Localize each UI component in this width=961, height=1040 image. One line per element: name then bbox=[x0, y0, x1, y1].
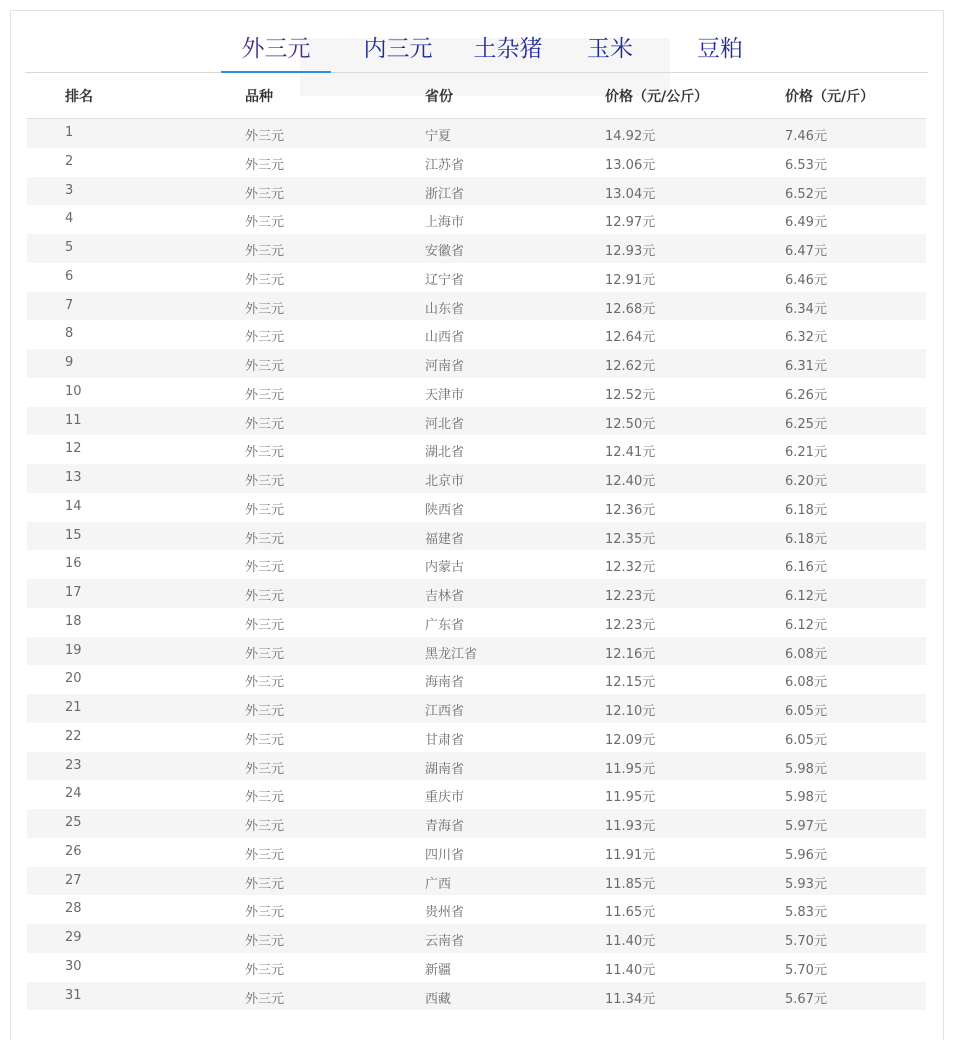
price-jin-cell: 5.97元 bbox=[785, 819, 827, 834]
breed-cell: 外三元 bbox=[245, 301, 285, 317]
table-row bbox=[27, 349, 926, 378]
table-row bbox=[27, 493, 926, 522]
price-kg-cell: 12.23元 bbox=[605, 589, 656, 604]
price-jin-cell: 6.21元 bbox=[785, 445, 827, 461]
breed-cell: 外三元 bbox=[245, 244, 285, 259]
price-jin-cell: 5.67元 bbox=[785, 991, 827, 1007]
tab-nei-san-yuan[interactable]: 内三元 bbox=[363, 36, 433, 62]
breed-cell: 外三元 bbox=[245, 215, 285, 231]
table-row bbox=[27, 177, 926, 206]
price-jin-cell: 6.46元 bbox=[785, 272, 827, 288]
header-price-jin: 价格（元/斤） bbox=[785, 89, 875, 105]
breed-cell: 外三元 bbox=[245, 617, 285, 633]
province-cell: 福建省 bbox=[425, 531, 465, 547]
price-kg-cell: 12.52元 bbox=[605, 387, 656, 403]
table-header bbox=[27, 76, 926, 119]
breed-cell: 外三元 bbox=[245, 991, 285, 1007]
price-kg-cell: 13.06元 bbox=[605, 157, 656, 173]
price-kg-cell: 11.34元 bbox=[605, 991, 656, 1007]
table-row bbox=[27, 435, 926, 464]
rank-cell: 16 bbox=[65, 556, 82, 572]
province-cell: 山西省 bbox=[425, 330, 465, 346]
province-cell: 江苏省 bbox=[425, 157, 465, 173]
breed-cell: 外三元 bbox=[245, 819, 285, 834]
province-cell: 宁夏 bbox=[425, 129, 452, 144]
province-cell: 天津市 bbox=[425, 387, 465, 403]
price-table bbox=[27, 76, 926, 1010]
province-cell: 湖南省 bbox=[425, 761, 465, 777]
price-kg-cell: 12.62元 bbox=[605, 359, 656, 374]
price-jin-cell: 5.98元 bbox=[785, 790, 827, 806]
breed-cell: 外三元 bbox=[245, 934, 285, 949]
rank-cell: 3 bbox=[65, 182, 74, 198]
rank-cell: 28 bbox=[65, 901, 82, 917]
rank-cell: 27 bbox=[65, 872, 82, 888]
table-row bbox=[27, 378, 926, 407]
breed-cell: 外三元 bbox=[245, 502, 285, 518]
price-kg-cell: 12.93元 bbox=[605, 244, 656, 259]
tab-dou-po[interactable]: 豆粕 bbox=[697, 36, 743, 62]
breed-cell: 外三元 bbox=[245, 186, 285, 202]
breed-cell: 外三元 bbox=[245, 675, 285, 691]
province-cell: 山东省 bbox=[425, 301, 465, 317]
rank-cell: 13 bbox=[65, 470, 82, 485]
price-kg-cell: 12.41元 bbox=[605, 445, 656, 461]
price-kg-cell: 12.23元 bbox=[605, 617, 656, 633]
price-kg-cell: 12.97元 bbox=[605, 215, 656, 231]
province-cell: 贵州省 bbox=[425, 905, 465, 921]
table-row bbox=[27, 407, 926, 436]
rank-cell: 11 bbox=[65, 412, 82, 428]
breed-cell: 外三元 bbox=[245, 359, 285, 374]
rank-cell: 9 bbox=[65, 355, 74, 370]
rank-cell: 17 bbox=[65, 585, 82, 600]
price-jin-cell: 6.18元 bbox=[785, 502, 827, 518]
table-row bbox=[27, 522, 926, 551]
province-cell: 湖北省 bbox=[425, 445, 465, 461]
header-price-kg: 价格（元/公斤） bbox=[605, 89, 709, 105]
province-cell: 黑龙江省 bbox=[425, 646, 478, 662]
header-breed: 品种 bbox=[245, 89, 273, 105]
product-tabs bbox=[25, 28, 928, 73]
breed-cell: 外三元 bbox=[245, 646, 285, 662]
price-jin-cell: 6.26元 bbox=[785, 387, 827, 403]
province-cell: 四川省 bbox=[425, 847, 465, 863]
header-province: 省份 bbox=[425, 89, 453, 105]
table-row bbox=[27, 234, 926, 263]
price-kg-cell: 12.50元 bbox=[605, 416, 656, 432]
table-row bbox=[27, 119, 926, 148]
price-kg-cell: 12.68元 bbox=[605, 301, 656, 317]
table-row bbox=[27, 953, 926, 982]
breed-cell: 外三元 bbox=[245, 474, 285, 489]
price-jin-cell: 6.12元 bbox=[785, 589, 827, 604]
rank-cell: 26 bbox=[65, 843, 82, 859]
breed-cell: 外三元 bbox=[245, 560, 285, 576]
province-cell: 北京市 bbox=[425, 474, 465, 489]
breed-cell: 外三元 bbox=[245, 531, 285, 547]
rank-cell: 18 bbox=[65, 613, 82, 629]
price-kg-cell: 12.35元 bbox=[605, 531, 656, 547]
breed-cell: 外三元 bbox=[245, 129, 285, 144]
table-row bbox=[27, 838, 926, 867]
price-jin-cell: 6.34元 bbox=[785, 301, 827, 317]
province-cell: 上海市 bbox=[425, 215, 465, 231]
table-row bbox=[27, 780, 926, 809]
price-kg-cell: 11.40元 bbox=[605, 962, 656, 978]
price-kg-cell: 12.64元 bbox=[605, 330, 656, 346]
price-kg-cell: 11.91元 bbox=[605, 847, 656, 863]
price-kg-cell: 11.65元 bbox=[605, 905, 656, 921]
table-row bbox=[27, 550, 926, 579]
table-row bbox=[27, 263, 926, 292]
price-jin-cell: 5.93元 bbox=[785, 876, 827, 892]
table-row bbox=[27, 694, 926, 723]
price-kg-cell: 12.09元 bbox=[605, 732, 656, 748]
province-cell: 辽宁省 bbox=[425, 272, 465, 288]
tab-wai-san-yuan[interactable]: 外三元 bbox=[221, 34, 331, 73]
province-cell: 浙江省 bbox=[425, 186, 465, 202]
price-jin-cell: 5.70元 bbox=[785, 962, 827, 978]
table-body bbox=[27, 119, 926, 1010]
price-jin-cell: 6.08元 bbox=[785, 646, 827, 662]
province-cell: 西藏 bbox=[425, 991, 452, 1007]
province-cell: 内蒙古 bbox=[425, 560, 465, 576]
header-rank: 排名 bbox=[65, 89, 93, 105]
price-jin-cell: 6.53元 bbox=[785, 157, 827, 173]
rank-cell: 25 bbox=[65, 815, 82, 830]
rank-cell: 24 bbox=[65, 786, 82, 802]
price-jin-cell: 6.49元 bbox=[785, 215, 827, 231]
price-jin-cell: 7.46元 bbox=[785, 129, 827, 144]
price-kg-cell: 12.10元 bbox=[605, 704, 656, 719]
province-cell: 青海省 bbox=[425, 819, 465, 834]
price-jin-cell: 6.05元 bbox=[785, 732, 827, 748]
province-cell: 云南省 bbox=[425, 934, 465, 949]
price-kg-cell: 12.16元 bbox=[605, 646, 656, 662]
price-jin-cell: 5.83元 bbox=[785, 905, 827, 921]
price-jin-cell: 6.18元 bbox=[785, 531, 827, 547]
price-jin-cell: 6.16元 bbox=[785, 560, 827, 576]
price-kg-cell: 14.92元 bbox=[605, 129, 656, 144]
table-row bbox=[27, 867, 926, 896]
breed-cell: 外三元 bbox=[245, 790, 285, 806]
tab-yu-mi[interactable]: 玉米 bbox=[587, 36, 633, 62]
price-jin-cell: 6.32元 bbox=[785, 330, 827, 346]
province-cell: 陕西省 bbox=[425, 502, 465, 518]
table-row bbox=[27, 464, 926, 493]
breed-cell: 外三元 bbox=[245, 962, 285, 978]
breed-cell: 外三元 bbox=[245, 704, 285, 719]
table-row bbox=[27, 809, 926, 838]
rank-cell: 7 bbox=[65, 297, 74, 313]
province-cell: 安徽省 bbox=[425, 244, 465, 259]
rank-cell: 4 bbox=[65, 211, 74, 227]
rank-cell: 2 bbox=[65, 153, 74, 169]
price-jin-cell: 5.98元 bbox=[785, 761, 827, 777]
province-cell: 河北省 bbox=[425, 416, 465, 432]
breed-cell: 外三元 bbox=[245, 589, 285, 604]
breed-cell: 外三元 bbox=[245, 905, 285, 921]
rank-cell: 10 bbox=[65, 383, 82, 399]
breed-cell: 外三元 bbox=[245, 876, 285, 892]
province-cell: 广西 bbox=[425, 876, 452, 892]
rank-cell: 30 bbox=[65, 958, 82, 974]
breed-cell: 外三元 bbox=[245, 761, 285, 777]
table-row bbox=[27, 924, 926, 953]
table-row bbox=[27, 895, 926, 924]
table-row bbox=[27, 320, 926, 349]
breed-cell: 外三元 bbox=[245, 847, 285, 863]
table-row bbox=[27, 982, 926, 1011]
price-jin-cell: 6.12元 bbox=[785, 617, 827, 633]
table-row bbox=[27, 579, 926, 608]
price-kg-cell: 12.32元 bbox=[605, 560, 656, 576]
price-kg-cell: 12.36元 bbox=[605, 502, 656, 518]
province-cell: 海南省 bbox=[425, 675, 465, 691]
price-jin-cell: 6.05元 bbox=[785, 704, 827, 719]
table-row bbox=[27, 752, 926, 781]
tab-tu-za-zhu[interactable]: 土杂猪 bbox=[473, 36, 543, 62]
breed-cell: 外三元 bbox=[245, 445, 285, 461]
province-cell: 重庆市 bbox=[425, 790, 465, 806]
breed-cell: 外三元 bbox=[245, 732, 285, 748]
price-kg-cell: 12.40元 bbox=[605, 474, 656, 489]
breed-cell: 外三元 bbox=[245, 330, 285, 346]
province-cell: 甘肃省 bbox=[425, 732, 465, 748]
breed-cell: 外三元 bbox=[245, 157, 285, 173]
table-row bbox=[27, 148, 926, 177]
rank-cell: 31 bbox=[65, 987, 82, 1003]
table-row bbox=[27, 608, 926, 637]
rank-cell: 1 bbox=[65, 125, 74, 140]
breed-cell: 外三元 bbox=[245, 387, 285, 403]
price-kg-cell: 11.85元 bbox=[605, 876, 656, 892]
rank-cell: 8 bbox=[65, 326, 74, 342]
price-jin-cell: 6.20元 bbox=[785, 474, 827, 489]
province-cell: 广东省 bbox=[425, 617, 465, 633]
breed-cell: 外三元 bbox=[245, 272, 285, 288]
table-row bbox=[27, 723, 926, 752]
price-jin-cell: 6.08元 bbox=[785, 675, 827, 691]
price-kg-cell: 12.15元 bbox=[605, 675, 656, 691]
province-cell: 新疆 bbox=[425, 962, 452, 978]
table-row bbox=[27, 665, 926, 694]
rank-cell: 5 bbox=[65, 240, 74, 255]
price-kg-cell: 11.95元 bbox=[605, 790, 656, 806]
rank-cell: 20 bbox=[65, 671, 82, 687]
rank-cell: 22 bbox=[65, 728, 82, 744]
province-cell: 吉林省 bbox=[425, 589, 465, 604]
table-row bbox=[27, 205, 926, 234]
rank-cell: 15 bbox=[65, 527, 82, 543]
price-jin-cell: 6.25元 bbox=[785, 416, 827, 432]
rank-cell: 6 bbox=[65, 268, 74, 284]
price-jin-cell: 6.31元 bbox=[785, 359, 827, 374]
price-kg-cell: 12.91元 bbox=[605, 272, 656, 288]
rank-cell: 23 bbox=[65, 757, 82, 773]
province-cell: 江西省 bbox=[425, 704, 465, 719]
province-cell: 河南省 bbox=[425, 359, 465, 374]
price-kg-cell: 11.95元 bbox=[605, 761, 656, 777]
rank-cell: 12 bbox=[65, 441, 82, 457]
price-kg-cell: 11.40元 bbox=[605, 934, 656, 949]
price-kg-cell: 13.04元 bbox=[605, 186, 656, 202]
rank-cell: 14 bbox=[65, 498, 82, 514]
rank-cell: 29 bbox=[65, 930, 82, 945]
price-jin-cell: 6.52元 bbox=[785, 186, 827, 202]
table-row bbox=[27, 637, 926, 666]
breed-cell: 外三元 bbox=[245, 416, 285, 432]
price-jin-cell: 5.96元 bbox=[785, 847, 827, 863]
price-jin-cell: 5.70元 bbox=[785, 934, 827, 949]
table-row bbox=[27, 292, 926, 321]
price-kg-cell: 11.93元 bbox=[605, 819, 656, 834]
price-jin-cell: 6.47元 bbox=[785, 244, 827, 259]
rank-cell: 21 bbox=[65, 700, 82, 715]
rank-cell: 19 bbox=[65, 642, 82, 658]
